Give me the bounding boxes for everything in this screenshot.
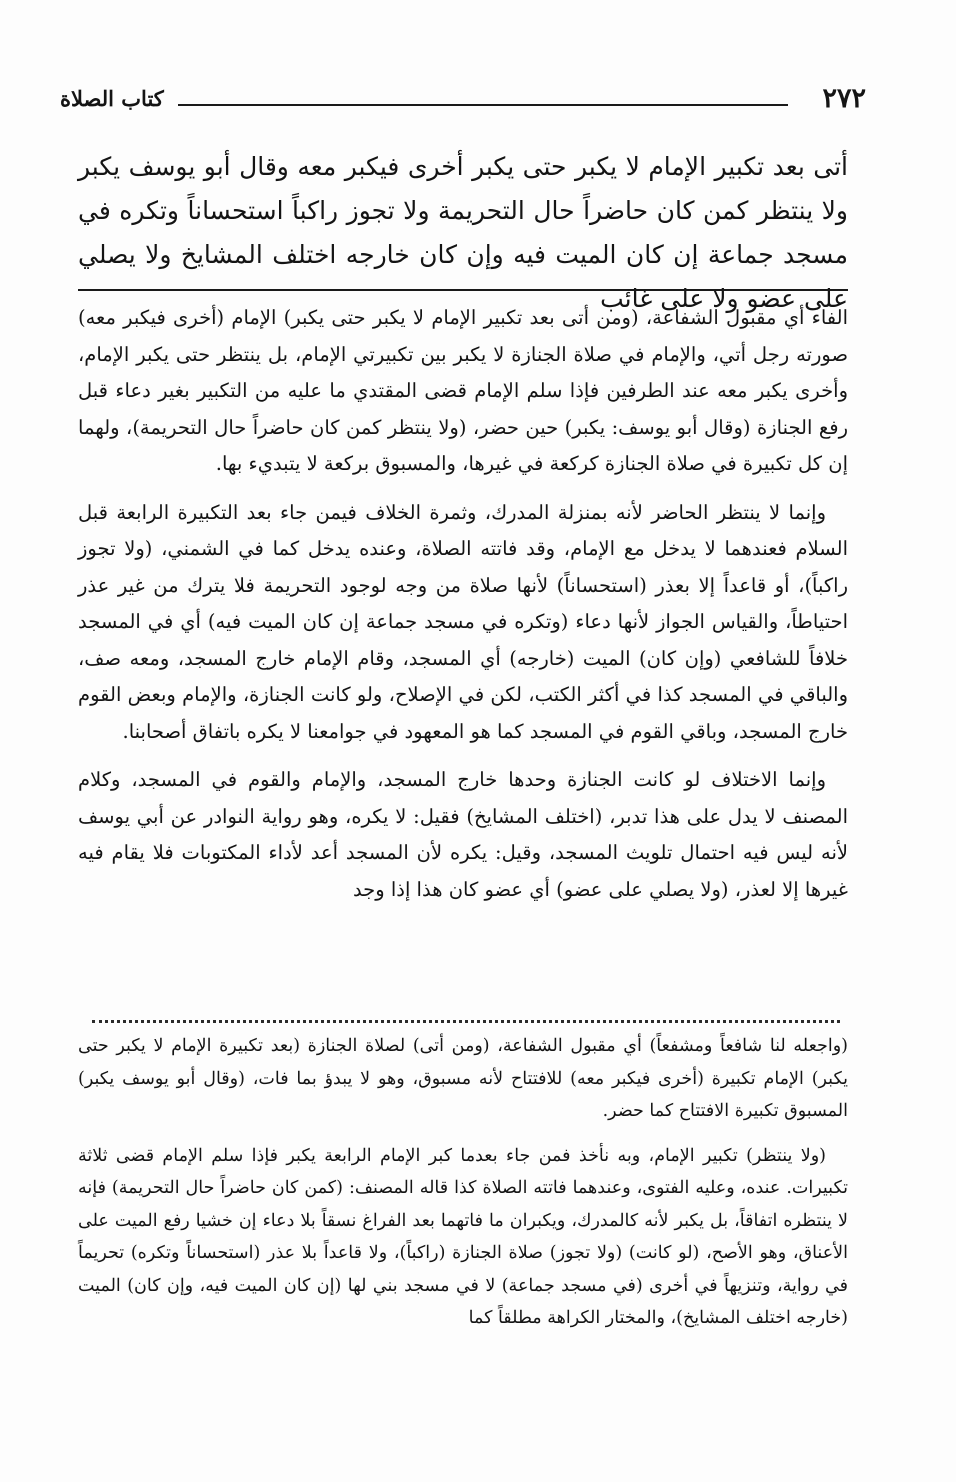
- commentary-upper: [78, 300, 848, 908]
- commentary-paragraph: (ولا ينتظر) تكبير الإمام، وبه نأخذ فمن جاء بعدما كبر الإمام الرابعة يكبر فإذا سلم الإمام قضى ثلاثة تكبيرات. عنده، وعليه الفتوى، وعندهما فاتته الصلاة كذا قاله المصنف: (كمن كان حاضراً حال التحريمة) فإنه لا ينتظره اتفاقاً، بل يكبر لأنه كالمدرك، ويكبران ما فاتهما بعد الفراغ نسقاً بلا دعاء إن خشيا رفع الميت على الأعناق، وهو الأصح، (لو كانت) (ولا تجوز) صلاة الجنازة (راكباً)، ولا قاعداً بلا عذر (استحساناً وتكره) تحريماً في رواية، وتنزيهاً في أخرى (في مسجد جماعة) لا في مسجد بني لها (إن كان الميت فيه، وإن كان) الميت (خارجه اختلف المشايخ)، والمختار الكراهة مطلقاً كما: [78, 1145, 848, 1328]
- main-text: أتى بعد تكبير الإمام لا يكبر حتى يكبر أخرى فيكبر معه وقال أبو يوسف يكبر ولا ينتظر كمن كان حاضراً حال التحريمة ولا تجوز راكباً استحساناً وتكره في مسجد جماعة إن كان الميت فيه وإن كان خارجه اختلف المشايخ ولا يصلي على عضو ولا على غائب: [78, 152, 848, 313]
- running-title: كتاب الصلاة: [60, 86, 164, 111]
- commentary-paragraph: (واجعله لنا شافعاً ومشفعاً) أي مقبول الشفاعة، (ومن أتى) لصلاة الجنازة (بعد تكبيرة الإمام لا يكبر حتى يكبر) الإمام تكبيرة (أخرى فيكبر معه) للافتتاح لأنه مسبوق، وهو لا يبدؤ بما فات، (وقال أبو يوسف يكبر) المسبوق تكبيرة الافتتاح كما حضر.: [78, 1036, 848, 1121]
- commentary-paragraph: الفاء أي مقبول الشفاعة، (ومن أتى بعد تكبير الإمام لا يكبر حتى يكبر) الإمام (أخرى فيكبر معه) صورته رجل أتي، والإمام في صلاة الجنازة لا يكبر بين تكبيرتي الإمام، بل ينتظر حتى يكبر الإمام، وأخرى يكبر معه عند الطرفين فإذا سلم الإمام قضى المقتدي ما عليه من التكبير بغير دعاء قبل رفع الجنازة (وقال أبو يوسف: يكبر) حين حضر، (ولا ينتظر كمن كان حاضراً حال التحريمة)، ولهما إن كل تكبيرة في صلاة الجنازة كركعة في غيرها، والمسبوق بركعة لا يتبديء بها.: [78, 306, 848, 475]
- main-text-divider: [78, 289, 848, 291]
- commentary-paragraph: وإنما الاختلاف لو كانت الجنازة وحدها خارج المسجد، والإمام والقوم في المسجد، وكلام المصنف لا يدل على هذا تدبر، (اختلف المشايخ) فقيل: لا يكره، وهو رواية النوادر عن أبي يوسف لأنه ليس فيه احتمال تلويث المسجد، وقيل: يكره لأن المسجد أعد لأداء المكتوبات فلا يقام فيه غيرها إلا لعذر، (ولا يصلي على عضو) أي عضو كان هذا إذا وجد: [78, 768, 848, 901]
- page-header: [60, 82, 866, 116]
- commentary-lower: [78, 1030, 848, 1335]
- page-number: ٢٧٢: [822, 83, 866, 114]
- commentary-paragraph: وإنما لا ينتظر الحاضر لأنه بمنزلة المدرك، وثمرة الخلاف فيمن جاء بعد التكبيرة الرابعة قبل السلام فعندهما لا يدخل مع الإمام، وقد فاتته الصلاة، وعنده يدخل كما في الشمني، (ولا تجوز راكباً)، أو قاعداً إلا بعذر (استحساناً) لأنها صلاة من وجه لوجود التحريمة فلا يترك من غير عذر احتياطاً، والقياس الجواز لأنها دعاء (وتكره في مسجد جماعة إن كان الميت فيه) أي في المسجد خلافاً للشافعي (وإن كان) الميت (خارجه) أي المسجد، وقام الإمام خارج المسجد، ومعه صف، والباقي في المسجد كذا في أكثر الكتب، لكن في الإصلاح، ولو كانت الجنازة، والإمام وبعض القوم خارج المسجد، وباقي القوم في المسجد كما هو المعهود في جوامعنا لا يكره باتفاق أصحابنا.: [78, 500, 848, 743]
- header-rule: [178, 104, 788, 106]
- commentary-divider: [92, 1020, 840, 1023]
